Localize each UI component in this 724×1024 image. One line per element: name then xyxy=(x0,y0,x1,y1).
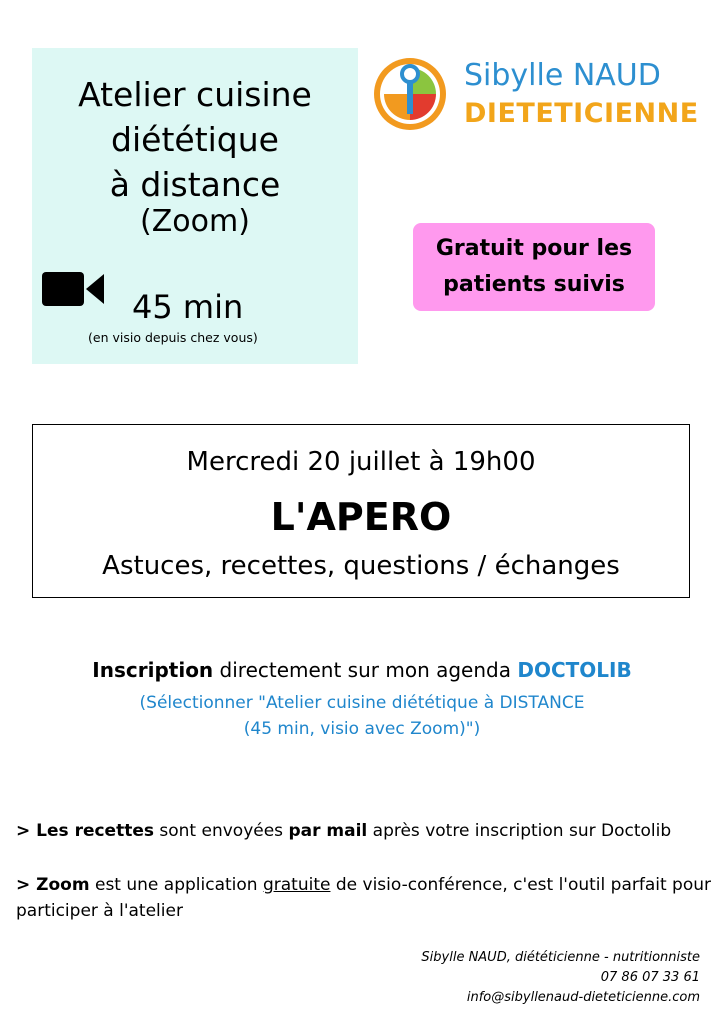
workshop-title: Atelier cuisine diététique à distance xyxy=(78,75,312,204)
event-box xyxy=(32,424,690,598)
contact-footer xyxy=(421,948,700,1008)
footer-email[interactable]: info@sibyllenaud-dieteticienne.com xyxy=(466,990,700,1005)
selection-note: (Sélectionner "Atelier cuisine diététique à DISTANCE (45 min, visio avec Zoom)") xyxy=(139,693,585,739)
footer-name: Sibylle NAUD, diététicienne - nutritionniste xyxy=(421,950,700,965)
logo-name: Sibylle NAUD xyxy=(464,58,661,93)
footer-phone: 07 86 07 33 61 xyxy=(600,970,700,985)
event-description: Astuces, recettes, questions / échanges xyxy=(102,551,620,581)
video-camera-icon xyxy=(42,268,104,310)
recipes-bullet: > Les recettes sont envoyées par mail après votre inscription sur Doctolib xyxy=(16,821,672,841)
free-badge: Gratuit pour les patients suivis xyxy=(413,223,655,311)
duration: 45 min xyxy=(132,288,244,326)
duration-note: (en visio depuis chez vous) xyxy=(88,330,258,345)
logo-subtitle: DIETETICIENNE xyxy=(464,98,699,129)
zoom-label: (Zoom) xyxy=(140,204,250,239)
doctolib-link[interactable]: DOCTOLIB xyxy=(517,658,632,682)
event-title: L'APERO xyxy=(270,495,452,539)
inscription-line: Inscription directement sur mon agenda DOCTOLIB xyxy=(92,658,632,682)
event-date: Mercredi 20 juillet à 19h00 xyxy=(186,447,536,477)
zoom-bullet: > Zoom est une application gratuite de visio-conférence, c'est l'outil parfait pour participer à l'atelier xyxy=(16,875,712,921)
